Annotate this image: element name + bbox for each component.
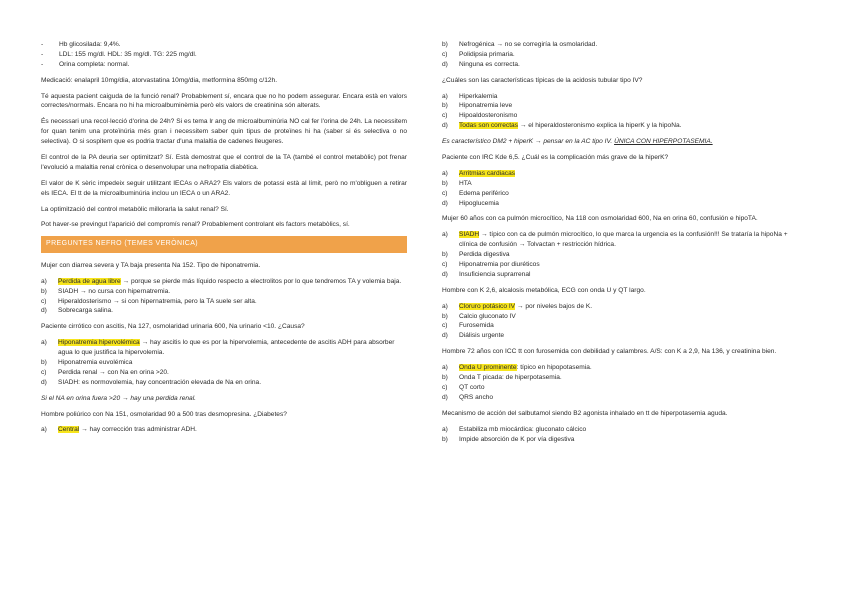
bullet-marker: - — [41, 60, 44, 68]
answer-option: a) Estabiliza mb miocárdica: gluconato cálcico — [442, 425, 587, 433]
highlighted-answer: Perdida de agua libre — [58, 277, 121, 285]
paragraph-prevention: Pot haver-se previngut l'aparició del compromís renal? Probablement controlant els factors metabòlics, sí. — [41, 221, 350, 229]
answer-option: b) Calcio gluconato IV — [442, 312, 516, 320]
paragraph-blood-pressure: El control de la PA deuria ser optimitzat? Sí. Està demostrat que el control de la TA (també el control metabòlic) pot frenar l'evolució a malaltia renal crònica o desenvolupar una nefropatia diabètica. — [41, 154, 407, 171]
answer-option: a) Hiperkalemia — [442, 92, 498, 100]
paragraph-metabolic-control: La optimització del control metabòlic millorarla la salut renal? Sí. — [41, 205, 229, 213]
answer-option: d) SIADH: es normovolemia, hay concentración elevada de Na en orina. — [41, 378, 262, 386]
answer-option: b) SIADH → no cursa con hipernatremia. — [41, 287, 171, 295]
question-stem: Paciente con IRC Kde 6,5. ¿Cuál es la complicación más grave de la hiperK? — [442, 154, 669, 162]
list-item — [41, 60, 407, 70]
answer-option: c) Edema periférico — [442, 189, 509, 197]
note-text: Si el NA en orina fuera >20 → hay una perdida renal. — [41, 394, 196, 402]
list-item-text: Orina completa: normal. — [59, 60, 130, 68]
answer-option: d) Sobrecarga salina. — [41, 307, 113, 315]
answer-option: d) Hipoglucemia — [442, 199, 499, 207]
answer-option: b) Nefrogénica → no se corregiría la osmolaridad. — [442, 41, 598, 48]
highlighted-answer: Todas son correctas — [459, 122, 519, 130]
answer-option: c) Perdida renal → con Na en orina >20. — [41, 368, 169, 376]
answer-option: b) Perdida digestiva — [442, 251, 510, 259]
answer-option: a) SIADH → típico con ca de pulmón microcítico, lo que marca la urgencia es la confusión!!! Se trataría la hipoNa + clínica de confusión → Tolvactan + restricción hídrica. — [442, 231, 788, 249]
answer-option: d) QRS ancho — [442, 393, 494, 401]
answer-option: a) Cloruro potásico IV → por niveles bajos de K. — [442, 302, 593, 310]
paragraph-renal-function: Té aquesta pacient caiguda de la funció renal? Probablement sí, encara que no ho podem assegurar. Encara està en valors correctes/normals. Encara no hi ha microalbuminèmia però els valors de creatinina són alterats. — [41, 92, 407, 110]
highlighted-answer: Hiponatremia hipervolémica — [58, 339, 140, 347]
answer-option: c) Polidipsia primaria. — [442, 50, 515, 58]
answer-option: c) QT corto — [442, 383, 485, 391]
question-stem: ¿Cuáles son las características típicas de la acidosis tubular tipo IV? — [442, 76, 643, 84]
section-banner: PREGUNTES NEFRO (TEMES VERÒNICA) — [41, 236, 407, 253]
question-stem: Mecanismo de acción del salbutamol siendo B2 agonista inhalado en tt de hiperpotasemia aguda. — [442, 409, 728, 417]
answer-option: d) Insuficiencia suprarrenal — [442, 270, 531, 278]
highlighted-answer: SIADH — [459, 231, 480, 239]
answer-option: d) Todas son correctas → el hiperaldosteronismo explica la hiperK y la hipoNa. — [442, 122, 682, 130]
question-stem: Hombre poliúrico con Na 151, osmolaridad 90 a 500 tras desmopresina. ¿Diabetes? — [41, 410, 287, 418]
list-item-text: Hb glicosilada: 9,4%. — [59, 41, 121, 48]
answer-option: a) Onda U prominente: típico en hipopotasemia. — [442, 364, 592, 372]
paragraph-medication: Medicació: enalapril 10mg/dia, atorvastatina 10mg/dia, metformina 850mg c/12h. — [41, 76, 278, 84]
paragraph-potassium: El valor de K sèric impedeix seguir utilitzant IECAs o ARA2? Els valors de potassi està al límit, però no m'obliguen a retirar els IECA. El tt de la microalbuminúria inclou un IECA o un ARA2. — [41, 179, 407, 197]
answer-option: b) Hiponatremia leve — [442, 102, 513, 110]
answer-option: b) HTA — [442, 179, 472, 187]
list-item — [41, 50, 407, 60]
answer-option: a) Central → hay corrección tras administrar ADH. — [41, 426, 197, 434]
bullet-marker: - — [41, 41, 44, 48]
answer-option: b) Impide absorción de K por vía digestiva — [442, 435, 575, 443]
right-column — [442, 40, 806, 444]
question-stem: Mujer con diarrea severa y TA baja presenta Na 152. Tipo de hiponatremia. — [41, 261, 261, 269]
question-stem: Paciente cirrótico con ascitis, Na 127, osmolaridad urinaria 600, Na urinario <10. ¿Causa? — [41, 323, 305, 331]
paragraph-urine-24h: És necessari una recol·lecció d'orina de 24h? Si es tema lr ang de microalbuminúria NO cal fer l'orina de 24h. La necessitem for quan tenim una proteïnúria més gran i necessitem saber quin tipus de proteïnes hi ha (saber si és selectiva o no selectiva). O si sospitem que es podria tractar d'una malaltia de cadenes lleugeres. — [41, 118, 407, 146]
answer-option: a) Perdida de agua libre → porque se pierde más líquido respecto a electrolitos por lo que tendremos TA y volemia baja. — [41, 277, 402, 285]
answer-option: c) Hipoaldosteronismo — [442, 112, 518, 120]
answer-option: d) Diálisis urgente — [442, 332, 505, 340]
answer-option: b) Hiponatremia euvolémica — [41, 358, 133, 366]
answer-option: b) Onda T picada: de hiperpotasemia. — [442, 374, 562, 382]
answer-option: a) Arritmias cardiacas — [442, 169, 516, 177]
answer-option: d) Ninguna es correcta. — [442, 60, 520, 68]
highlighted-answer: Arritmias cardiacas — [459, 169, 516, 177]
answer-option: c) Furosemida — [442, 322, 494, 330]
answer-option: c) Hiperaldosterismo → si con hipernatremia, pero la TA suele ser alta. — [41, 297, 257, 305]
left-column — [41, 40, 407, 435]
answer-option: a) Hiponatremia hipervolémica → hay ascitis lo que es por la hipervolemia, antecedente de ascitis ADH para absorber agua lo que justifica la hipervolemia. — [41, 339, 395, 357]
highlighted-answer: Cloruro potásico IV — [459, 302, 516, 310]
highlighted-answer: Onda U prominente — [459, 364, 517, 372]
question-stem: Hombre 72 años con ICC tt con furosemida con debilidad y calambres. A/S: con K a 2,9, Na 136, y creatinina bien. — [442, 348, 777, 356]
bullet-marker: - — [41, 50, 44, 58]
answer-option: c) Hiponatremia por diuréticos — [442, 261, 540, 269]
question-stem: Hombre con K 2,6, alcalosis metabólica, ECG con onda U y QT largo. — [442, 286, 646, 294]
highlighted-answer: Central — [58, 426, 80, 434]
note-text: Es característico DM2 + hiperK → pensar en la AC tipo IV. ÚNICA CON HIPERPOTASEMIA. — [442, 138, 713, 146]
list-item — [41, 40, 407, 50]
list-item-text: LDL: 155 mg/dl. HDL: 35 mg/dl. TG: 225 mg/dl. — [59, 50, 197, 58]
question-stem: Mujer 60 años con ca pulmón microcítico, Na 118 con osmolaridad 600, Na en orina 60, confusión e hipoTA. — [442, 215, 758, 223]
